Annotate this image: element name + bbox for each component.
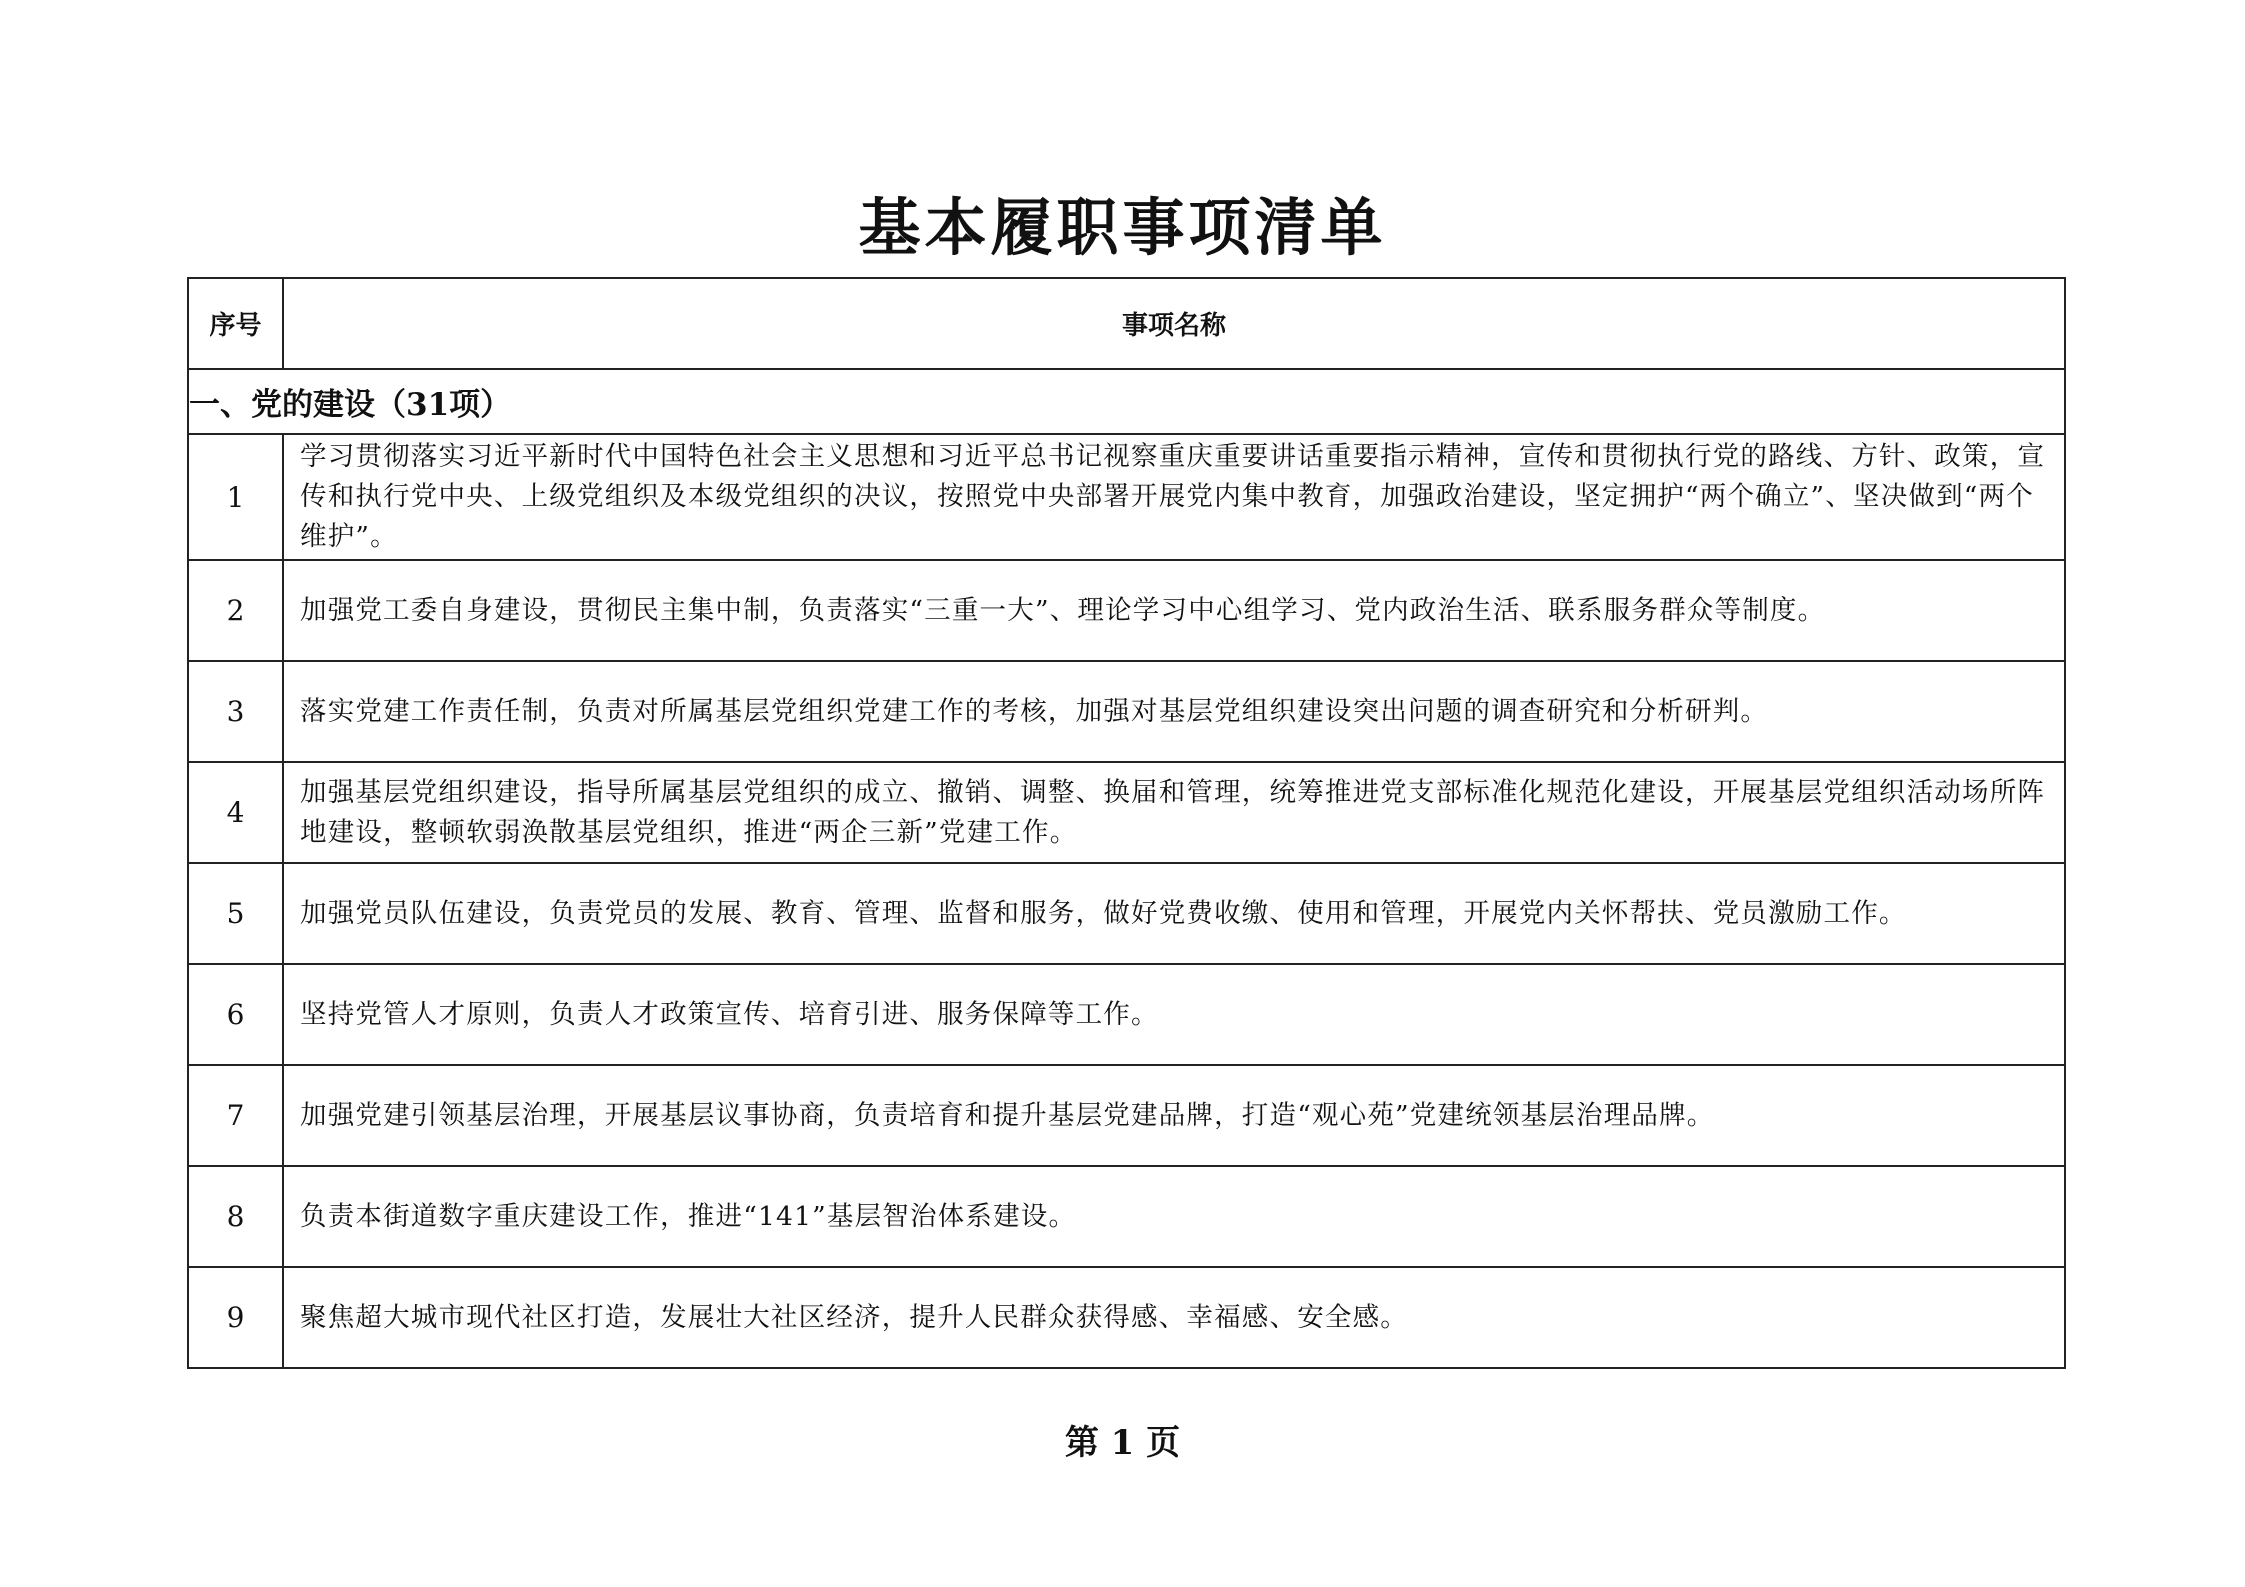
row-text: 坚持党管人才原则，负责人才政策宣传、培育引进、服务保障等工作。	[283, 964, 2065, 1065]
table-row	[188, 1267, 2065, 1368]
row-text: 聚焦超大城市现代社区打造，发展壮大社区经济，提升人民群众获得感、幸福感、安全感。	[283, 1267, 2065, 1368]
row-index: 2	[188, 560, 283, 661]
row-index: 7	[188, 1065, 283, 1166]
table-row	[188, 1166, 2065, 1267]
row-text: 负责本街道数字重庆建设工作，推进“141”基层智治体系建设。	[283, 1166, 2065, 1267]
table-row	[188, 762, 2065, 863]
row-text: 落实党建工作责任制，负责对所属基层党组织党建工作的考核，加强对基层党组织建设突出问题的调查研究和分析研判。	[283, 661, 2065, 762]
row-text: 加强基层党组织建设，指导所属基层党组织的成立、撤销、调整、换届和管理，统筹推进党支部标准化规范化建设，开展基层党组织活动场所阵地建设，整顿软弱涣散基层党组织，推进“两企三新”党建工作。	[283, 762, 2065, 863]
document-title: 基本履职事项清单	[858, 191, 1387, 264]
row-index: 4	[188, 762, 283, 863]
row-index: 9	[188, 1267, 283, 1368]
row-text: 加强党工委自身建设，贯彻民主集中制，负责落实“三重一大”、理论学习中心组学习、党内政治生活、联系服务群众等制度。	[283, 560, 2065, 661]
row-text: 加强党员队伍建设，负责党员的发展、教育、管理、监督和服务，做好党费收缴、使用和管理，开展党内关怀帮扶、党员激励工作。	[283, 863, 2065, 964]
row-index: 5	[188, 863, 283, 964]
table-header-row	[188, 278, 2065, 369]
header-index: 序号	[188, 278, 283, 369]
section-row	[188, 369, 2065, 434]
page-number: 第 1 页	[1064, 1423, 1181, 1463]
row-index: 6	[188, 964, 283, 1065]
row-index: 3	[188, 661, 283, 762]
table-row	[188, 1065, 2065, 1166]
table-row	[188, 560, 2065, 661]
duty-list-table	[187, 277, 2066, 1369]
row-index: 1	[188, 434, 283, 560]
row-text: 学习贯彻落实习近平新时代中国特色社会主义思想和习近平总书记视察重庆重要讲话重要指示精神，宣传和贯彻执行党的路线、方针、政策，宣传和执行党中央、上级党组织及本级党组织的决议，按照党中央部署开展党内集中教育，加强政治建设，坚定拥护“两个确立”、坚决做到“两个维护”。	[283, 434, 2065, 560]
header-item-name: 事项名称	[283, 278, 2065, 369]
table-row	[188, 661, 2065, 762]
table-row	[188, 964, 2065, 1065]
table-row	[188, 434, 2065, 560]
table-row	[188, 863, 2065, 964]
section-title: 一、党的建设（31项）	[188, 369, 2065, 434]
row-index: 8	[188, 1166, 283, 1267]
row-text: 加强党建引领基层治理，开展基层议事协商，负责培育和提升基层党建品牌，打造“观心苑”党建统领基层治理品牌。	[283, 1065, 2065, 1166]
